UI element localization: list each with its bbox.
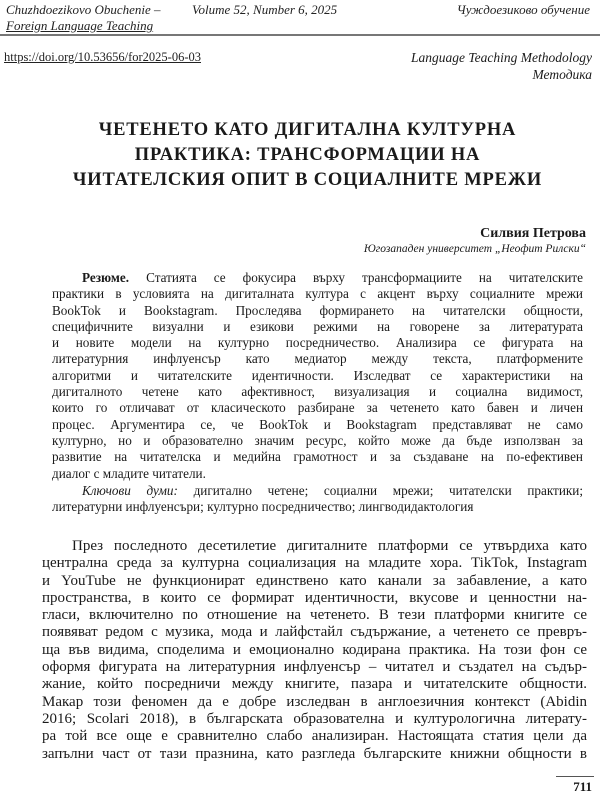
text-line [42,659,587,676]
line-text: Макар този феномен да е добре изследван в англоезичния контекст (Abidin [42,693,587,710]
body-text [42,538,587,763]
line-text: запълни част от тази празнина, като разгледа българските книжни общности в [42,745,587,762]
text-line [42,676,587,693]
line-text: литературни инфлуенсъри; културно посредничество; лингводидактология [52,499,474,515]
author-affiliation: Югозападен университет „Неофит Рилски“ [363,243,586,255]
line-text: дигиталното четене като афективност, визуализация и социална видимост, [52,384,583,400]
line-text: BookTok и Bookstagram. Проследява формирането на читателски общности, [52,302,583,318]
line-text: които го отличават от класическото разбиране за четенето като бавен и личен [52,400,583,416]
text-line [52,303,583,319]
text-line [52,417,583,433]
author-name: Силвия Петрова [480,226,586,241]
text-line [52,483,583,499]
line-text: дигитално четене; социални мрежи; читателски практики; [193,483,584,498]
section-english: Language Teaching Methodology [411,50,592,65]
text-line [52,499,583,515]
line-text: оформя фигурата на литературния инфлуенсър – читател и създател на съдър- [42,659,587,676]
line-text: развитие на читателска и медийна грамотност и за създаване на по-ефективен [52,449,583,465]
line-text: 2016; Scolari 2018), в българската образователна и културологична литерату- [42,710,587,727]
text-line [42,746,587,763]
line-text: и новите модели на културно посредничество. Анализира се фигурата на [52,335,583,351]
title-line: ПРАКТИКА: ТРАНСФОРМАЦИИ НА [134,145,481,165]
text-line [52,368,583,384]
text-line [42,555,587,572]
text-line [52,433,583,449]
text-line [52,270,583,286]
line-text: практики в условията на дигиталната култура с акцент върху социалните мрежи [52,286,583,302]
line-text: процес. Аргументира се, че BookTok и Bookstagram представляват не само [52,416,583,432]
line-text: През последното десетилетие дигиталните платформи се утвърдиха като [72,538,587,554]
page-number-rule [556,776,594,777]
line-text: появяват редом с музика, мода и лайфстайл съдържание, а четенето се превръ- [42,624,587,641]
text-line [42,538,587,555]
text-line [52,466,583,482]
label: Резюме. [82,270,130,285]
page-number: 711 [573,779,592,794]
line-text: ра той все още е сравнително слабо анализиран. Настоящата статия цели да [42,728,587,745]
line-text: жание, който посредничи между книгите, пазара и читателските общности. [42,676,587,693]
abstract [52,270,583,482]
text-line [42,711,587,728]
text-line [42,573,587,590]
title-line: ЧИТАТЕЛСКИЯ ОПИТ В СОЦИАЛНИТЕ МРЕЖИ [72,170,543,190]
keywords [52,483,583,516]
journal-name-line: Foreign Language Teaching [6,18,154,33]
line-text: централна среда за културна социализация на младите хора. TikTok, Instagram [42,555,587,572]
text-line [52,384,583,400]
text-line [42,624,587,641]
label: Ключови думи: [82,483,178,498]
line-text: алгоритми и читателските идентичности. Изследват се характеристики на [52,367,583,383]
section-bulgarian: Методика [532,67,592,82]
journal-name-cyrillic: Чуждоезиково обучение [456,2,590,17]
text-line [42,642,587,659]
line-text: и YouTube не функционират единствено като канали за забавление, а като [42,572,587,589]
line-text: литературния инфлуенсър като медиатор между текста, платформените [52,351,583,367]
line-text: диалог с младите читатели. [52,465,206,481]
section-label [411,49,592,83]
text-line [52,449,583,465]
line-text: гласи, включително по отношение на четенето. В тези платформи книгите се [42,607,587,624]
text-line [52,400,583,416]
text-line [42,694,587,711]
text-line [52,351,583,367]
line-text: пространства, в които се формират идентичности, вкусове и ценностни на- [42,589,587,606]
line-text: ща във видима, споделима и емоционално кодирана практика. На този фон се [42,641,587,658]
text-line [42,590,587,607]
text-line [52,286,583,302]
line-text: културно, но и образователно значим ресурс, който може да бъде използван за [52,432,583,448]
volume-info: Volume 52, Number 6, 2025 [192,2,338,17]
title-line: ЧЕТЕНЕТО КАТО ДИГИТАЛНА КУЛТУРНА [98,120,517,140]
line-text: Статията се фокусира върху трансформациите на читателските [146,270,583,285]
journal-name-line: Chuzhdoezikovo Obuchenie – [6,2,161,17]
header-rule [0,34,600,36]
text-line [52,319,583,335]
journal-name-latin [6,2,161,34]
text-line [52,335,583,351]
text-line [42,607,587,624]
text-line [42,728,587,745]
article-title [60,118,555,193]
line-text: специфичните визуални и езикови режими на говорене за литературата [52,318,583,334]
doi-link[interactable]: https://doi.org/10.53656/for2025-06-03 [4,50,201,64]
